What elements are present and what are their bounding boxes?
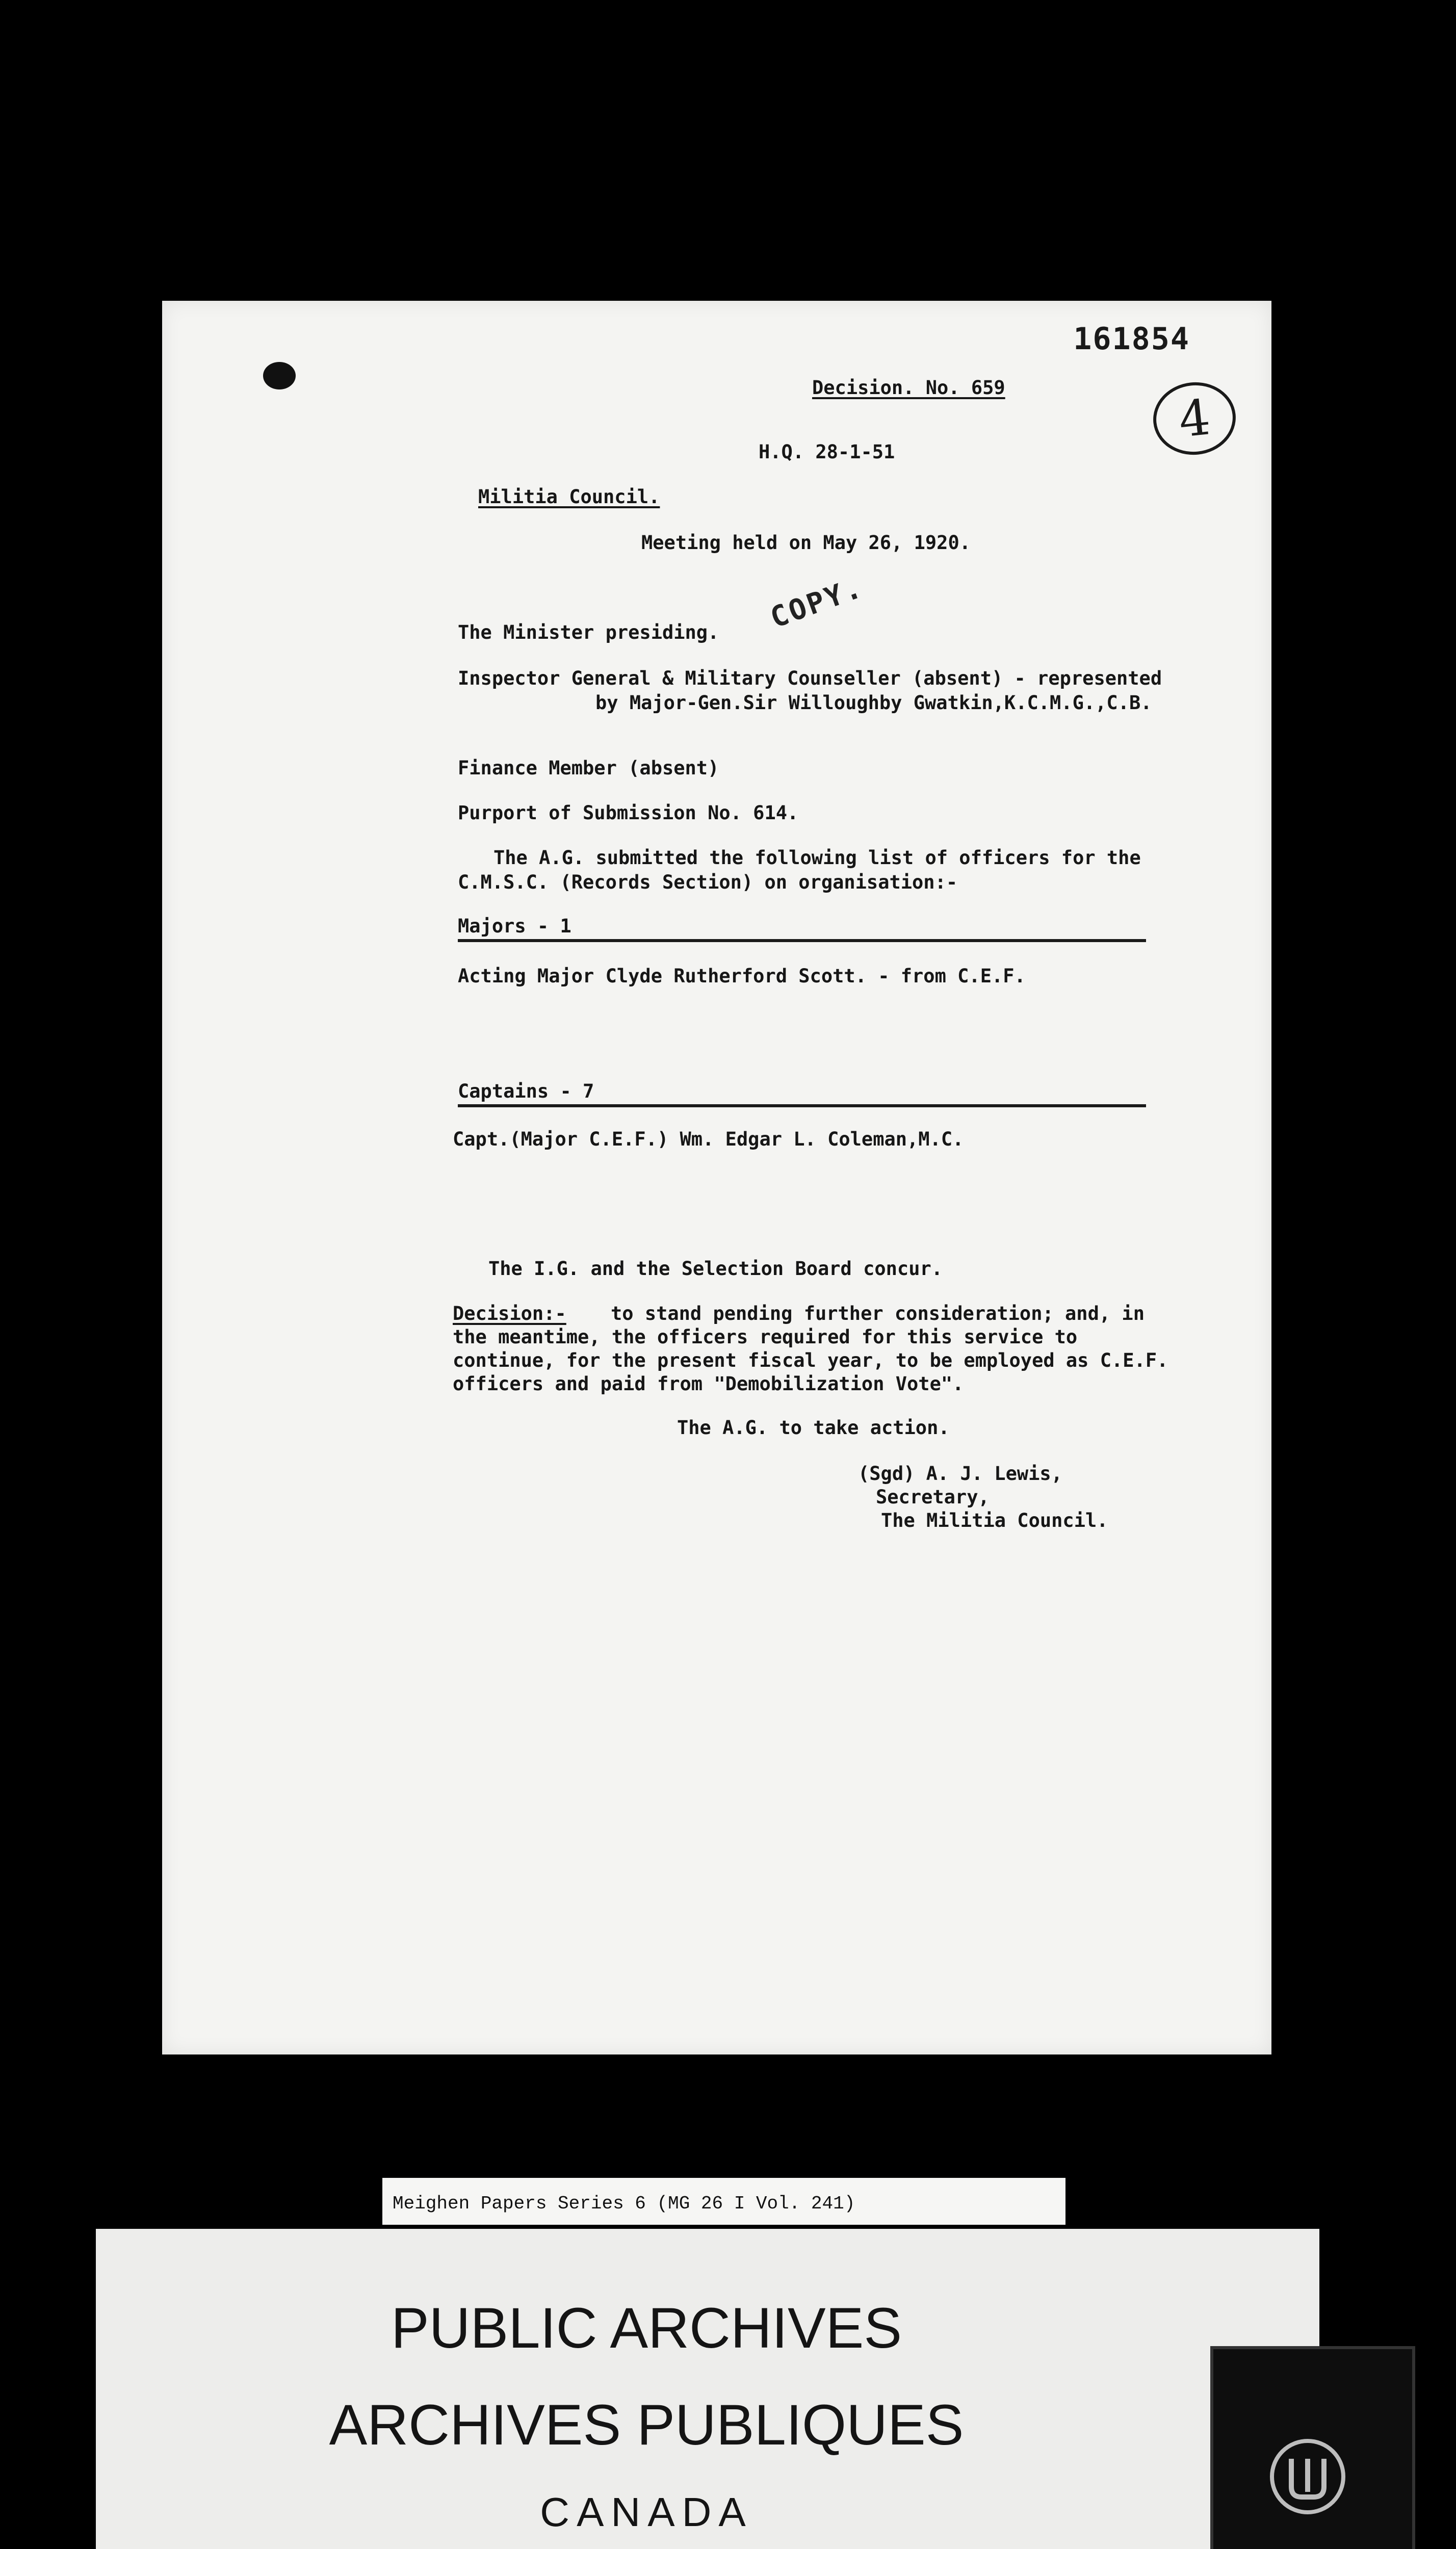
signature-line-2: Secretary, xyxy=(876,1486,990,1508)
decision-line-1: to stand pending further consideration; and, in xyxy=(611,1303,1145,1324)
decision-line-2: the meantime, the officers required for this service to xyxy=(453,1326,1078,1348)
inspector-line-2: by Major-Gen.Sir Willoughby Gwatkin,K.C.M.G.,C.B. xyxy=(595,692,1152,714)
decision-line-3: continue, for the present fiscal year, to be employed as C.E.F. xyxy=(453,1349,1168,1371)
decision-line-4: officers and paid from "Demobilization Vote". xyxy=(453,1373,964,1395)
majors-rule xyxy=(458,939,1146,942)
archive-line-1: PUBLIC ARCHIVES xyxy=(391,2296,902,2360)
action-line: The A.G. to take action. xyxy=(677,1417,950,1439)
signature-line-3: The Militia Council. xyxy=(881,1510,1108,1531)
page-circle-text: 4 xyxy=(1176,388,1213,449)
archives-logo-icon xyxy=(1267,2436,1348,2517)
copy-stamp: COPY. xyxy=(766,570,868,635)
hq-reference: H.Q. 28-1-51 xyxy=(759,441,895,463)
captains-rule xyxy=(458,1104,1146,1107)
signature-line-1: (Sgd) A. J. Lewis, xyxy=(858,1463,1062,1485)
decision-heading: Decision. No. 659 xyxy=(812,377,1005,399)
majors-entry: Acting Major Clyde Rutherford Scott. - from C.E.F. xyxy=(458,965,1026,987)
captains-entry: Capt.(Major C.E.F.) Wm. Edgar L. Coleman,M.C. xyxy=(453,1128,964,1150)
meeting-line: Meeting held on May 26, 1920. xyxy=(641,532,971,554)
finance-line: Finance Member (absent) xyxy=(458,757,719,779)
archive-line-2: ARCHIVES PUBLIQUES xyxy=(329,2393,964,2457)
council-heading: Militia Council. xyxy=(478,486,660,508)
majors-heading: Majors - 1 xyxy=(458,915,571,937)
inspector-line-1: Inspector General & Military Counseller (absent) - represented xyxy=(458,667,1162,689)
decision-label: Decision:- xyxy=(453,1303,566,1324)
submitted-line-2: C.M.S.C. (Records Section) on organisation:- xyxy=(458,871,958,893)
page-circle-number xyxy=(1150,378,1239,459)
archive-card xyxy=(96,2229,1319,2549)
captains-heading: Captains - 7 xyxy=(458,1080,594,1102)
file-number: 161854 xyxy=(1073,321,1190,357)
purport-line: Purport of Submission No. 614. xyxy=(458,802,799,824)
document-page xyxy=(162,301,1271,2054)
series-label-strip xyxy=(382,2178,1065,2225)
archives-logo-box xyxy=(1210,2346,1415,2549)
archive-line-3: CANADA xyxy=(540,2489,753,2535)
punch-hole xyxy=(263,362,296,389)
submitted-line-1: The A.G. submitted the following list of officers for the xyxy=(493,847,1141,869)
minister-line: The Minister presiding. xyxy=(458,621,719,643)
series-label-text: Meighen Papers Series 6 (MG 26 I Vol. 241) xyxy=(393,2193,855,2214)
concur-line: The I.G. and the Selection Board concur. xyxy=(488,1258,943,1280)
